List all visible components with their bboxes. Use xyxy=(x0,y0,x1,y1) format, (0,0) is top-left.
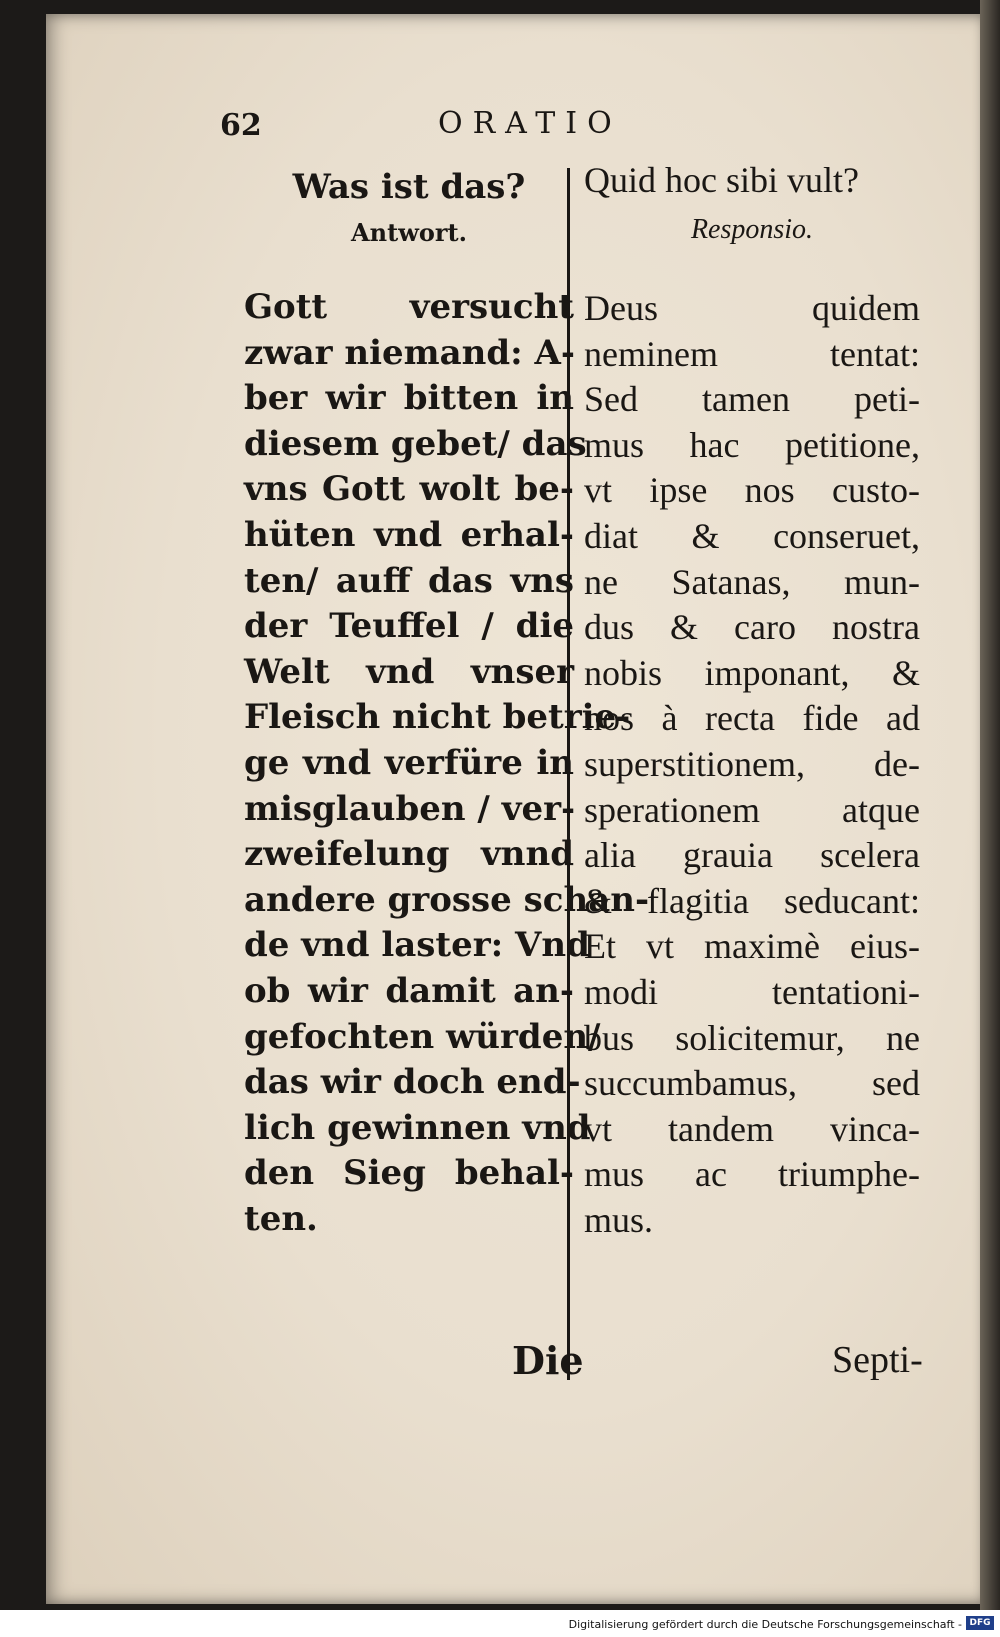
text-line: hüten vnd erhal- xyxy=(244,514,574,555)
text-line: das wir doch end- xyxy=(244,1062,581,1103)
text-line: lich gewinnen vnd xyxy=(244,1107,591,1148)
latin-subheading: Responsio. xyxy=(690,214,814,245)
text-line: de vnd laster: Vnd xyxy=(244,925,590,966)
text-line: der Teuffel / die xyxy=(244,606,574,647)
running-title: ORATIO xyxy=(438,106,622,141)
text-line: mus ac triumphe- xyxy=(584,1154,920,1195)
text-line: neminem tentat: xyxy=(584,333,920,374)
text-line: zwar niemand: A- xyxy=(244,332,576,373)
text-line: dus & caro nostra xyxy=(584,607,920,648)
text-line: ne Satanas, mun- xyxy=(584,561,920,602)
text-line: andere grosse schan- xyxy=(244,879,650,920)
text-line: misglauben / ver- xyxy=(244,788,576,829)
text-line: ten. xyxy=(244,1198,318,1239)
text-line: Deus quidem xyxy=(584,288,920,328)
text-line: Gott versucht xyxy=(244,287,574,327)
text-line: alia grauia scelera xyxy=(584,835,920,876)
text-line: Fleisch nicht betrie- xyxy=(244,697,631,738)
text-line: vt ipse nos custo- xyxy=(584,470,920,511)
text-line: vt tandem vinca- xyxy=(584,1108,920,1149)
latin-catchword: Septi- xyxy=(832,1339,923,1381)
text-line: superstitionem, de- xyxy=(584,743,920,784)
text-line: bus solicitemur, ne xyxy=(584,1017,920,1058)
latin-text xyxy=(584,286,920,1243)
dfg-logo-icon: DFG xyxy=(966,1616,994,1630)
german-catchword: Die xyxy=(512,1338,584,1383)
text-line: diesem gebet/ das xyxy=(244,423,587,464)
text-line: den Sieg behal- xyxy=(244,1153,574,1194)
text-line: & flagitia seducant: xyxy=(584,880,920,921)
text-line: ge vnd verfüre in xyxy=(244,742,574,783)
text-line: ten/ auff das vns xyxy=(244,560,574,601)
text-line: zweifelung vnnd xyxy=(244,834,574,875)
text-line: modi tentationi- xyxy=(584,971,920,1012)
text-line: vns Gott wolt be- xyxy=(244,469,574,510)
text-line: Welt vnd vnser xyxy=(244,651,574,692)
text-line: succumbamus, sed xyxy=(584,1063,920,1104)
text-line: Et vt maximè eius- xyxy=(584,926,920,967)
german-subheading: Antwort. xyxy=(351,218,467,247)
text-line: nobis imponant, & xyxy=(584,652,920,693)
latin-column xyxy=(584,158,920,1243)
text-line: gefochten würden/ xyxy=(244,1016,601,1057)
funding-note: Digitalisierung gefördert durch die Deutsche Forschungsgemeinschaft - xyxy=(568,1618,962,1631)
page-edge xyxy=(980,0,1000,1610)
text-line: Sed tamen peti- xyxy=(584,379,920,420)
page-number: 62 xyxy=(220,108,262,143)
text-line: diat & conseruet, xyxy=(584,515,920,556)
text-line: ob wir damit an- xyxy=(244,970,574,1011)
text-line: mus. xyxy=(584,1199,654,1240)
text-line: nos à recta fide ad xyxy=(584,698,920,739)
text-line: sperationem atque xyxy=(584,789,920,830)
text-line: mus hac petitione, xyxy=(584,424,920,465)
german-heading: Was ist das? xyxy=(292,167,526,207)
text-line: ber wir bitten in xyxy=(244,378,574,419)
latin-heading: Quid hoc sibi vult? xyxy=(584,160,859,200)
